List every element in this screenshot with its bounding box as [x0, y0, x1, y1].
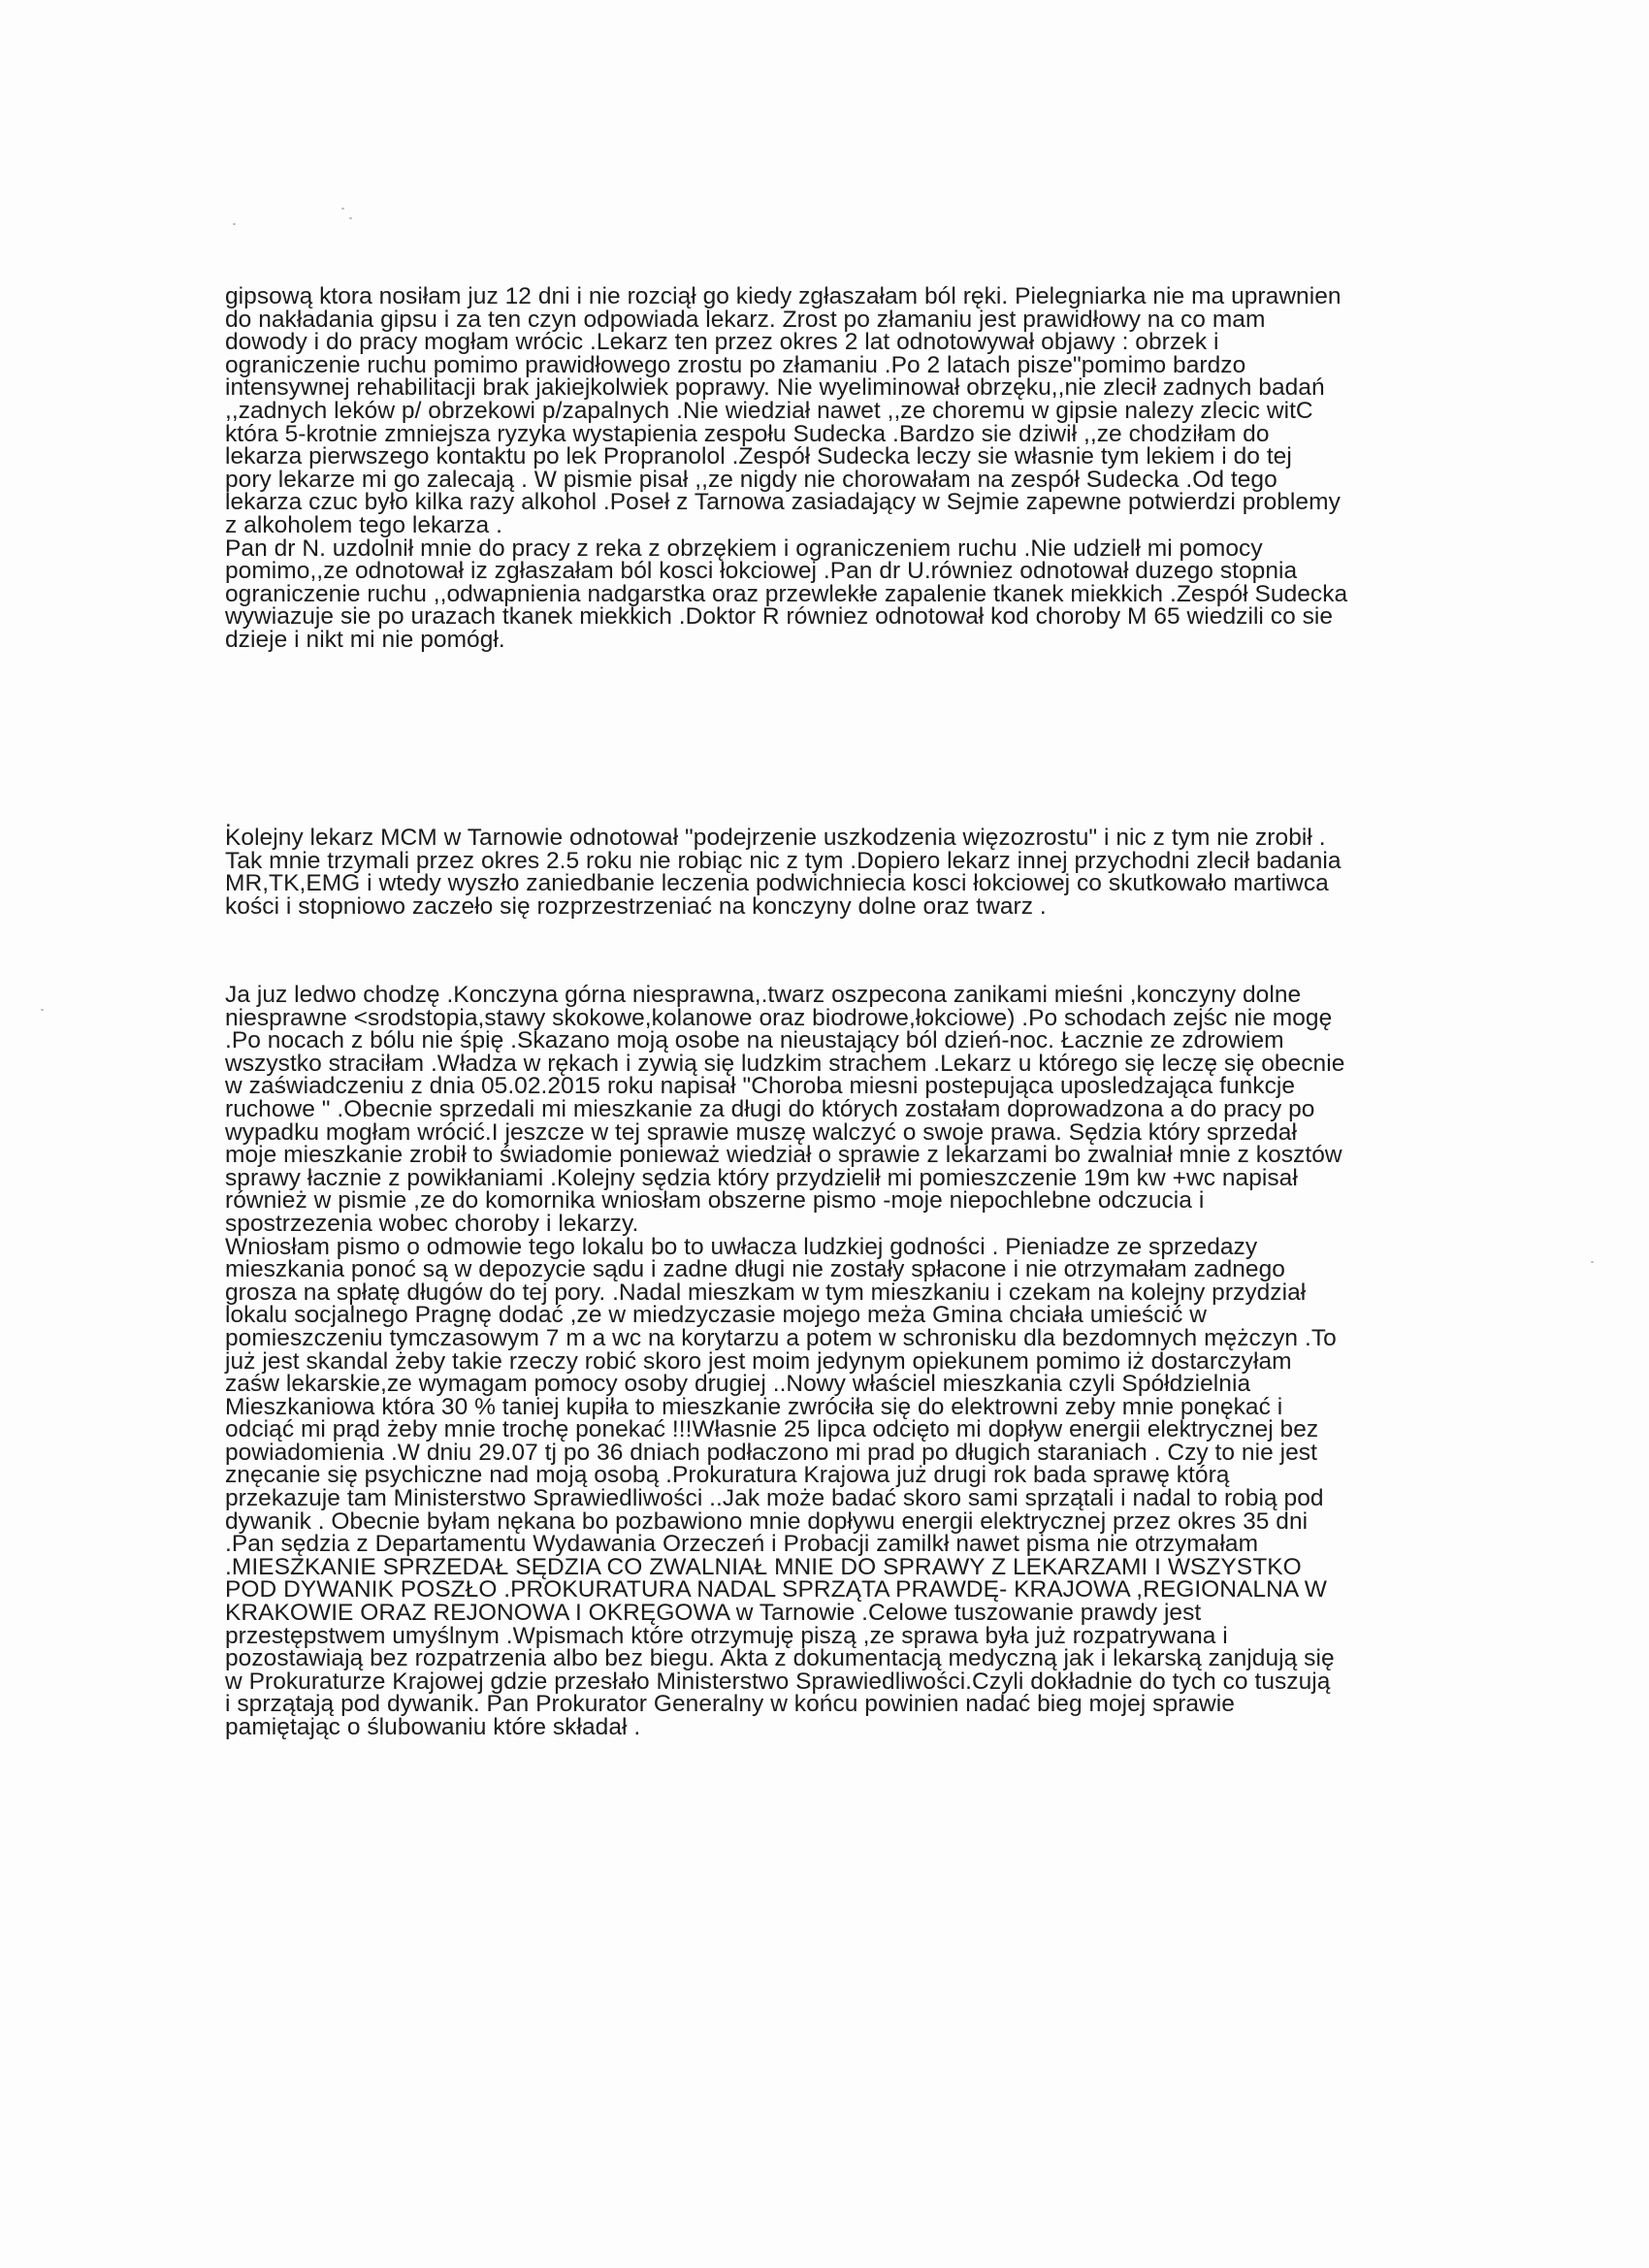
scan-speck	[341, 208, 344, 210]
text-line: Kolejny lekarz MCM w Tarnowie odnotował "podejrzenie uszkodzenia więzozrostu" i nic z tym nie zrobił .	[225, 825, 1326, 851]
text-line: Tak mnie trzymali przez okres 2.5 roku nie robiąc nic z tym .Dopiero lekarz innej przychodni zlecił badania	[225, 847, 1342, 874]
text-line: spostrzezenia wobec choroby i lekarzy.	[225, 1210, 639, 1237]
scan-speck	[41, 1009, 44, 1011]
text-line: znęcanie się psychiczne nad moją osobą .Prokuratura Krajowa już drugi rok bada sprawę którą	[225, 1462, 1230, 1489]
text-line: przekazuje tam Ministerstwo Sprawiedliwości ..Jak może badać skoro sami sprzątali i nadal to robią pod	[225, 1485, 1324, 1512]
text-line: ograniczenie ruchu ,,odwapnienia nadgarstka oraz przewlekłe zapalenie tkanek miekkich .Zespół Sudecka	[225, 580, 1348, 607]
paragraph-1	[225, 285, 1486, 652]
text-line: wypadku mogłam wrócić.I jeszcze w tej sprawie muszę walczyć o swoje prawa. Sędzia który sprzedał	[225, 1118, 1297, 1146]
text-line: MR,TK,EMG i wtedy wyszło zaniedbanie leczenia podwichniecia kosci łokciowej co skutkowało martiwca	[225, 870, 1329, 897]
text-line: odciąć mi prąd żeby mnie trochę ponekać !!!Własnie 25 lipca odcięto mi dopływ energii elektrycznej bez	[225, 1416, 1319, 1443]
scan-speck	[349, 217, 352, 219]
text-line: sprawy łacznie z powikłaniami .Kolejny sędzia który przydzielił mi pomieszczenie 19m kw +wc napisał	[225, 1164, 1298, 1191]
text-line: i sprzątają pod dywanik. Pan Prokurator Generalny w końcu powinien nadać bieg mojej sprawie	[225, 1691, 1235, 1718]
text-line: lokalu socjalnego Pragnę dodać ,ze w miedzyczasie mojego meża Gmina chciała umieścić w	[225, 1302, 1207, 1329]
text-line: Mieszkaniowa która 30 % taniej kupiła to mieszkanie zwróciła się do elektrowni zeby mnie ponękać i	[225, 1393, 1283, 1420]
text-line: pomimo,,ze odnotował iz zgłaszałam ból kosci łokciowej .Pan dr U.równiez odnotował duzego stopnia	[225, 558, 1298, 585]
text-line: lekarza czuc było kilka razy alkohol .Poseł z Tarnowa zasiadający w Sejmie zapewne potwierdzi problemy	[225, 489, 1341, 516]
text-line: .MIESZKANIE SPRZEDAŁ SĘDZIA CO ZWALNIAŁ MNIE DO SPRAWY Z LEKARZAMI I WSZYSTKO	[225, 1553, 1302, 1580]
text-line: powiadomienia .W dniu 29.07 tj po 36 dniach podłaczono mi prad po długich staraniach . Czy to nie jest	[225, 1439, 1317, 1466]
text-line: lekarza pierwszego kontaktu po lek Propranolol .Zespół Sudecka leczy sie własnie tym lekiem i do tej	[225, 443, 1292, 470]
text-line: która 5-krotnie zmniejsza ryzyka wystapienia zespołu Sudecka .Bardzo sie dziwił ,,ze chodziłam do	[225, 420, 1270, 447]
text-line: .Po nocach z bólu nie śpię .Skazano moją osobe na nieustający ból dzień-noc. Łacznie ze zdrowiem	[225, 1027, 1284, 1054]
text-line: w Prokuraturze Krajowej gdzie przesłało Ministerstwo Sprawiedliwości.Czyli dokładnie do tych co tuszują	[225, 1668, 1331, 1695]
text-line: niesprawne <srodstopia,stawy skokowe,kolanowe oraz biodrowe,łokciowe) .Po schodach zejśc nie mogę	[225, 1004, 1333, 1031]
text-line: do nakładania gipsu i za ten czyn odpowiada lekarz. Zrost po złamaniu jest prawidłowy na co mam	[225, 306, 1266, 333]
text-line: grosza na spłatę długów do tej pory. .Nadal mieszkam w tym mieszkaniu i czekam na kolejny przydział	[225, 1279, 1307, 1306]
text-line: z alkoholem tego lekarza .	[225, 511, 502, 538]
text-line: .Pan sędzia z Departamentu Wydawania Orzeczeń i Probacji zamilkł nawet pisma nie otrzymałam	[225, 1531, 1259, 1558]
text-line: dywanik . Obecnie byłam nękana bo pozbawiono mnie dopływu energii elektrycznej przez okres 35 dni	[225, 1507, 1309, 1535]
text-line: już jest skandal żeby takie rzeczy robić skoro jest moim jedynym opiekunem pomimo iż dostarczyłam	[225, 1347, 1292, 1375]
scan-speck	[233, 223, 236, 225]
text-line: w zaświadczeniu z dnia 05.02.2015 roku napisał "Choroba miesni postepująca uposledzająca funkcje	[225, 1073, 1296, 1100]
text-line: pamiętając o ślubowaniu które składał .	[225, 1714, 641, 1740]
text-line: Pan dr N. uzdolnił mnie do pracy z reka z obrzękiem i ograniczeniem ruchu .Nie udzielł mi pomocy	[225, 535, 1263, 562]
text-line: Wniosłam pismo o odmowie tego lokalu bo to uwłacza ludzkiej godności . Pieniadze ze sprzedazy	[225, 1233, 1258, 1260]
text-line: mieszkania ponoć są w depozycie sądu i zadne długi nie zostały spłacone i nie otrzymałam zadnego	[225, 1256, 1285, 1283]
text-line: intensywnej rehabilitacji brak jakiejkolwiek poprawy. Nie wyeliminował obrzęku,,nie zlecił zadnych badań	[225, 374, 1325, 402]
text-line: wszystko straciłam .Władza w rękach i zywią się ludzkim strachem .Lekarz u którego się leczę się obecnie	[225, 1050, 1345, 1077]
text-line: gipsową ktora nosiłam juz 12 dni i nie rozciął go kiedy zgłaszałam ból ręki. Pielegniarka nie ma uprawnien	[225, 283, 1342, 309]
text-line: Ja juz ledwo chodzę .Konczyna górna niesprawna,.twarz oszpecona zanikami mieśni ,konczyny dolne	[225, 982, 1302, 1008]
text-line: również w pismie ,ze do komornika wniosłam obszerne pismo -moje niepochlebne odczucia i	[225, 1187, 1205, 1215]
text-line: zaśw lekarskie,ze wymagam pomocy osoby drugiej ..Nowy właściel mieszkania czyli Spółdzielnia	[225, 1371, 1251, 1398]
text-line: ograniczenie ruchu pomimo prawidłowego zrostu po złamaniu .Po 2 latach pisze"pomimo bardzo	[225, 351, 1246, 378]
text-line: pomieszczeniu tymczasowym 7 m a wc na korytarzu a potem w schronisku dla bezdomnych mężczyn .To	[225, 1324, 1337, 1351]
text-line: moje mieszkanie zrobił to świadomie ponieważ wiedział o sprawie z lekarzami bo zwalniał mnie z kosztów	[225, 1142, 1342, 1169]
text-line: przestępstwem umyślnym .Wpismach które otrzymuję piszą ,ze sprawa była już rozpatrywana i	[225, 1622, 1228, 1649]
text-line: dowody i do pracy mogłam wrócic .Lekarz ten przez okres 2 lat odnotowywał objawy : obrzek i	[225, 329, 1219, 356]
text-line: kości i stopniowo zaczeło się rozprzestrzeniać na konczyny dolne oraz twarz .	[225, 892, 1047, 920]
text-line: KRAKOWIE ORAZ REJONOWA I OKRĘGOWA w Tarnowie .Celowe tuszowanie prawdy jest	[225, 1600, 1202, 1627]
text-line: POD DYWANIK POSZŁO .PROKURATURA NADAL SPRZĄTA PRAWDĘ- KRAJOWA ,REGIONALNA W	[225, 1576, 1327, 1604]
text-line: dzieje i nikt mi nie pomógł.	[225, 626, 505, 653]
text-line: ,,zadnych leków p/ obrzekowi p/zapalnych .Nie wiedział nawet ,,ze choremu w gipsie nalezy zlecic witC	[225, 397, 1313, 424]
text-line: pozostawiają bez rozpatrzenia albo bez biegu. Akta z dokumentacją medyczną jak i lekarską zanjdują się	[225, 1645, 1335, 1672]
text-line: pory lekarze mi go zalecają . W pismie pisał ,,ze nigdy nie chorowałam na zespół Sudecka .Od tego	[225, 466, 1277, 493]
paragraph-2	[225, 806, 1486, 920]
text-line: ruchowe " .Obecnie sprzedali mi mieszkanie za długi do których zostałam doprowadzona a do pracy po	[225, 1095, 1315, 1122]
text-line: wywiazuje sie po urazach tkanek miekkich .Doktor R równiez odnotował kod choroby M 65 wiedzili co sie	[225, 603, 1334, 631]
stray-dot: .	[225, 806, 232, 832]
paragraph-3	[225, 984, 1486, 1739]
scan-speck	[1591, 1261, 1594, 1263]
